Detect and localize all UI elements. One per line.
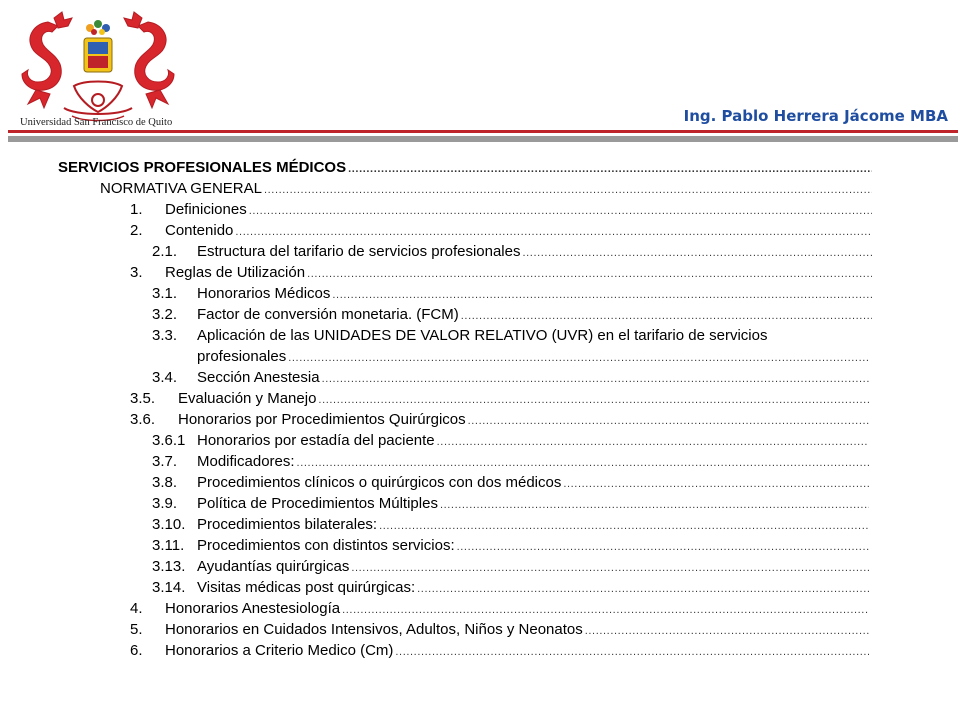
- toc-entry-number: 3.10.: [152, 516, 186, 533]
- toc-entry: [130, 409, 869, 430]
- toc-entry-number: 3.6.1: [152, 432, 186, 449]
- toc-entry-text: Honorarios Anestesiología: [165, 600, 341, 617]
- toc-entry: [100, 178, 872, 199]
- toc-entry: [130, 220, 872, 241]
- leader-dots: [522, 243, 872, 264]
- toc-entry: [152, 493, 869, 514]
- toc-entry: [152, 241, 872, 262]
- leader-dots: [440, 495, 869, 516]
- leader-dots: [318, 390, 869, 411]
- toc-entry: [152, 535, 869, 556]
- leader-dots: [351, 558, 869, 579]
- leader-dots: [563, 474, 869, 495]
- institution-name: Universidad San Francisco de Quito: [20, 117, 173, 128]
- toc-entry-number: 3.: [130, 264, 143, 281]
- toc-entry: [152, 472, 869, 493]
- toc-entry-number: 2.1.: [152, 243, 178, 260]
- toc-entry-text: Sección Anestesia: [197, 369, 320, 386]
- toc-entry-text: Factor de conversión monetaria. (FCM): [197, 306, 459, 323]
- leader-dots: [332, 285, 872, 306]
- leader-dots: [417, 579, 869, 600]
- toc-entry: [152, 325, 912, 346]
- toc-entry-text: Procedimientos clínicos o quirúrgicos con dos médicos: [197, 474, 562, 491]
- toc-entry-number: 6.: [130, 642, 143, 659]
- toc-entry-number: 3.1.: [152, 285, 178, 302]
- toc-entry-text: Visitas médicas post quirúrgicas:: [197, 579, 416, 596]
- toc-entry-text: Ayudantías quirúrgicas: [197, 558, 350, 575]
- toc-entry-text: Evaluación y Manejo: [178, 390, 317, 407]
- toc-entry: [130, 199, 872, 220]
- leader-dots: [468, 411, 869, 432]
- toc-entry: [152, 556, 869, 577]
- toc-entry-number: 3.7.: [152, 453, 178, 470]
- toc-entry: [152, 577, 869, 598]
- toc-entry: [152, 367, 869, 388]
- toc-entry-number: 3.3.: [152, 327, 178, 344]
- toc-entry-number: 1.: [130, 201, 143, 218]
- leader-dots: [437, 432, 869, 453]
- toc-entry-text: Honorarios Médicos: [197, 285, 331, 302]
- shield-icon: [84, 20, 112, 72]
- toc-entry-text: profesionales: [197, 348, 287, 365]
- leader-dots: [288, 348, 869, 369]
- toc-entry: [152, 514, 869, 535]
- toc-entry: [152, 283, 872, 304]
- leader-dots: [379, 516, 869, 537]
- leader-dots: [297, 453, 869, 474]
- header-rule-grey: [8, 136, 958, 142]
- toc-entry-continuation: [197, 346, 869, 367]
- leader-dots: [342, 600, 869, 621]
- toc-entry-number: 3.5.: [130, 390, 156, 407]
- toc-entry-text: Honorarios en Cuidados Intensivos, Adultos, Niños y Neonatos: [165, 621, 583, 638]
- toc-entry-text: Política de Procedimientos Múltiples: [197, 495, 438, 512]
- toc-entry: [130, 388, 869, 409]
- toc-entry-number: 3.14.: [152, 579, 186, 596]
- toc-entry-text: Modificadores:: [197, 453, 295, 470]
- toc-entry-number: 2.: [130, 222, 143, 239]
- toc-entry: [152, 451, 869, 472]
- toc-entry: [152, 304, 872, 325]
- toc-entry: [130, 619, 869, 640]
- toc-entry-text: Procedimientos bilaterales:: [197, 516, 378, 533]
- leader-dots: [461, 306, 872, 327]
- toc-title: SERVICIOS PROFESIONALES MÉDICOS: [58, 159, 347, 176]
- toc-entry-text: Honorarios a Criterio Medico (Cm): [165, 642, 394, 659]
- toc-entry-number: 5.: [130, 621, 143, 638]
- toc-entry-number: 4.: [130, 600, 143, 617]
- leader-dots: [264, 180, 872, 201]
- toc-entry-text: Estructura del tarifario de servicios profesionales: [197, 243, 521, 260]
- leader-dots: [395, 642, 869, 663]
- toc-entry-number: 3.9.: [152, 495, 178, 512]
- leader-dots: [307, 264, 872, 285]
- toc-entry: [152, 430, 869, 451]
- toc-entry-number: 3.2.: [152, 306, 178, 323]
- toc-entry-number: 3.13.: [152, 558, 186, 575]
- leader-dots: [322, 369, 869, 390]
- toc-entry: [130, 598, 869, 619]
- toc-entry: [130, 640, 869, 661]
- toc-entry-text: Contenido: [165, 222, 234, 239]
- university-logo: [14, 8, 182, 130]
- toc-title-row: [58, 157, 872, 178]
- toc-entry-text: Honorarios por estadía del paciente: [197, 432, 435, 449]
- header-rule-red: [8, 130, 958, 133]
- leader-dots: [585, 621, 869, 642]
- leader-dots: [235, 222, 872, 243]
- toc-entry-text: Aplicación de las UNIDADES DE VALOR RELATIVO (UVR) en el tarifario de servicios: [197, 327, 768, 344]
- toc-entry-text: Definiciones: [165, 201, 247, 218]
- toc-entry-text: Procedimientos con distintos servicios:: [197, 537, 455, 554]
- toc-entry-number: 3.8.: [152, 474, 178, 491]
- leader-dots: [249, 201, 872, 222]
- toc-entry-text: NORMATIVA GENERAL: [100, 180, 262, 197]
- toc-entry-text: Honorarios por Procedimientos Quirúrgicos: [178, 411, 466, 428]
- toc-entry-number: 3.4.: [152, 369, 178, 386]
- toc-entry-text: Reglas de Utilización: [165, 264, 306, 281]
- leader-dots: [348, 159, 872, 180]
- toc-entry: [130, 262, 872, 283]
- leader-dots: [457, 537, 869, 558]
- author-name: Ing. Pablo Herrera Jácome MBA: [683, 107, 948, 125]
- toc-entry-number: 3.6.: [130, 411, 156, 428]
- toc-entry-number: 3.11.: [152, 537, 185, 554]
